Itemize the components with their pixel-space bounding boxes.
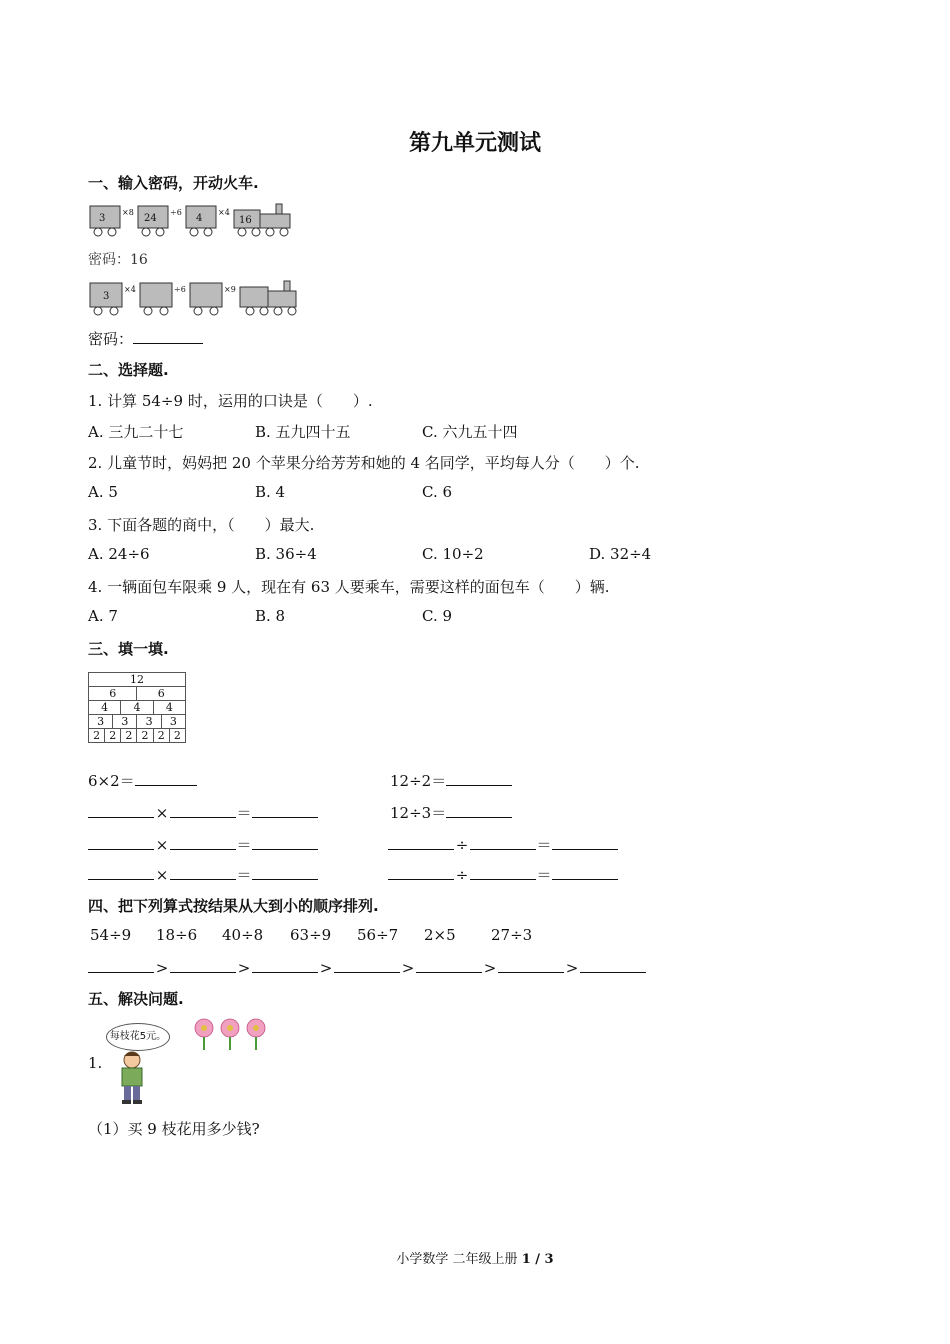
equals-sign: ＝ [236,866,252,884]
answer-blank[interactable] [252,865,318,880]
q2-option-b[interactable]: B. 4 [255,483,286,501]
bar-cell: 4 [121,701,153,715]
footer-subject: 小学数学 二年级上册 [396,1252,518,1267]
q3-option-d[interactable]: D. 32÷4 [589,545,652,563]
answer-blank[interactable] [135,771,197,786]
expr-item: 40÷8 [222,926,264,944]
eq-text: 12÷3＝ [390,804,447,822]
answer-blank[interactable] [470,865,536,880]
answer-blank[interactable] [88,803,154,818]
answer-blank[interactable] [416,958,482,973]
answer-blank[interactable] [252,835,318,850]
answer-blank[interactable] [88,835,154,850]
q2-stem: 2. 儿童节时，妈妈把 20 个苹果分给芳芳和她的 4 名同学，平均每人分（ ）个. [88,454,640,472]
q1-option-a[interactable]: A. 三九二十七 [88,423,184,441]
q2-option-c[interactable]: C. 6 [422,483,453,501]
expr-item: 56÷7 [357,926,399,944]
expr-item: 2×5 [424,926,456,944]
q5-1-number: 1. [88,1054,103,1072]
eq-left-3 [88,834,318,855]
q4-option-b[interactable]: B. 8 [255,607,286,625]
times-sign: × [155,836,169,854]
eq-right-4 [388,864,618,885]
page-footer [0,1248,950,1267]
answer-blank[interactable] [552,835,618,850]
answer-blank[interactable] [170,865,236,880]
eq-right-2 [390,802,512,823]
equals-sign: ＝ [536,836,552,854]
gt-sign: > [155,959,169,977]
q3-option-a[interactable]: A. 24÷6 [88,545,150,563]
section5-heading: 五、解决问题. [88,990,184,1008]
bar-cell: 6 [137,687,186,701]
train1-car-2: 24 [144,213,157,224]
bar-cell: 2 [121,729,137,743]
section4-heading: 四、把下列算式按结果从大到小的顺序排列. [88,897,379,915]
bar-cell: 3 [113,715,137,729]
eq-left-1 [88,770,197,791]
speech-bubble: 每枝花5元。 [106,1023,170,1051]
section1-heading: 一、输入密码，开动火车. [88,174,259,192]
section2-heading: 二、选择题. [88,361,169,379]
password2-label: 密码： [88,330,134,348]
eq-left-4 [88,864,318,885]
answer-blank[interactable] [580,958,646,973]
train-illustration-2 [88,277,303,317]
gt-sign: > [483,959,497,977]
answer-blank[interactable] [388,835,454,850]
boy-illustration [112,1050,152,1106]
bar-cell: 3 [161,715,185,729]
q1-stem: 1. 计算 54÷9 时，运用的口诀是（ ）. [88,392,373,410]
bar-cell: 2 [137,729,153,743]
eq-right-1 [390,770,512,791]
answer-blank[interactable] [170,835,236,850]
bar-cell: 2 [169,729,185,743]
gt-sign: > [319,959,333,977]
bar-cell: 6 [89,687,137,701]
answer-blank[interactable] [170,803,236,818]
expr-item: 27÷3 [491,926,533,944]
bar-model-table [88,672,186,743]
password1-label: 密码：16 [88,252,148,268]
q3-option-c[interactable]: C. 10÷2 [422,545,484,563]
q3-stem: 3. 下面各题的商中，（ ）最大. [88,516,315,534]
answer-blank[interactable] [88,958,154,973]
answer-blank[interactable] [446,771,512,786]
flowers-illustration [190,1016,270,1052]
password2-row [88,328,203,349]
answer-blank[interactable] [88,865,154,880]
answer-blank[interactable] [446,803,512,818]
eq-text: 6×2＝ [88,772,135,790]
gt-sign: > [565,959,579,977]
times-sign: × [155,804,169,822]
expr-item: 18÷6 [156,926,198,944]
bar-cell: 2 [105,729,121,743]
train2-op-2: ÷6 [174,285,186,294]
divide-sign: ÷ [455,836,469,854]
answer-blank[interactable] [252,803,318,818]
eq-right-3 [388,834,618,855]
bar-cell: 4 [153,701,185,715]
eq-text: 12÷2＝ [390,772,447,790]
bar-cell: 4 [89,701,121,715]
answer-blank[interactable] [470,835,536,850]
answer-blank[interactable] [388,865,454,880]
bar-cell: 3 [89,715,113,729]
equals-sign: ＝ [236,804,252,822]
expr-item: 63÷9 [290,926,332,944]
answer-blank[interactable] [552,865,618,880]
q2-option-a[interactable]: A. 5 [88,483,118,501]
train1-car-1: 3 [99,213,106,224]
train2-op-1: ×4 [124,285,136,294]
q4-option-a[interactable]: A. 7 [88,607,118,625]
bar-cell: 3 [137,715,161,729]
train1-car-3: 4 [196,213,203,224]
answer-blank[interactable] [170,958,236,973]
page-title: 第九单元测试 [408,131,541,156]
train2-car-1: 3 [103,291,110,302]
train1-op-3: ×4 [218,208,230,217]
q4-option-c[interactable]: C. 9 [422,607,453,625]
eq-left-2 [88,802,318,823]
q1-option-b[interactable]: B. 五九四十五 [255,423,351,441]
q3-option-b[interactable]: B. 36÷4 [255,545,317,563]
train2-op-3: ×9 [224,285,236,294]
ordering-row [88,958,646,977]
answer-blank[interactable] [252,958,318,973]
section3-heading: 三、填一填. [88,640,169,658]
train1-car-4: 16 [239,215,252,226]
expr-item: 54÷9 [90,926,132,944]
bar-cell: 2 [89,729,105,743]
gt-sign: > [401,959,415,977]
q1-option-c[interactable]: C. 六九五十四 [422,423,518,441]
bar-cell: 12 [89,673,186,687]
train-illustration-1 [88,200,298,240]
answer-blank[interactable] [334,958,400,973]
train1-op-1: ×8 [122,208,134,217]
equals-sign: ＝ [536,866,552,884]
answer-blank[interactable] [498,958,564,973]
equals-sign: ＝ [236,836,252,854]
password2-blank[interactable] [133,329,203,344]
times-sign: × [155,866,169,884]
page-number: 1 / 3 [521,1252,554,1267]
q5-1-sub1: （1）买 9 枝花用多少钱? [88,1120,260,1138]
q4-stem: 4. 一辆面包车限乘 9 人，现在有 63 人要乘车，需要这样的面包车（ ）辆. [88,578,610,596]
gt-sign: > [237,959,251,977]
bar-cell: 2 [153,729,169,743]
divide-sign: ÷ [455,866,469,884]
train1-op-2: ÷6 [170,208,182,217]
